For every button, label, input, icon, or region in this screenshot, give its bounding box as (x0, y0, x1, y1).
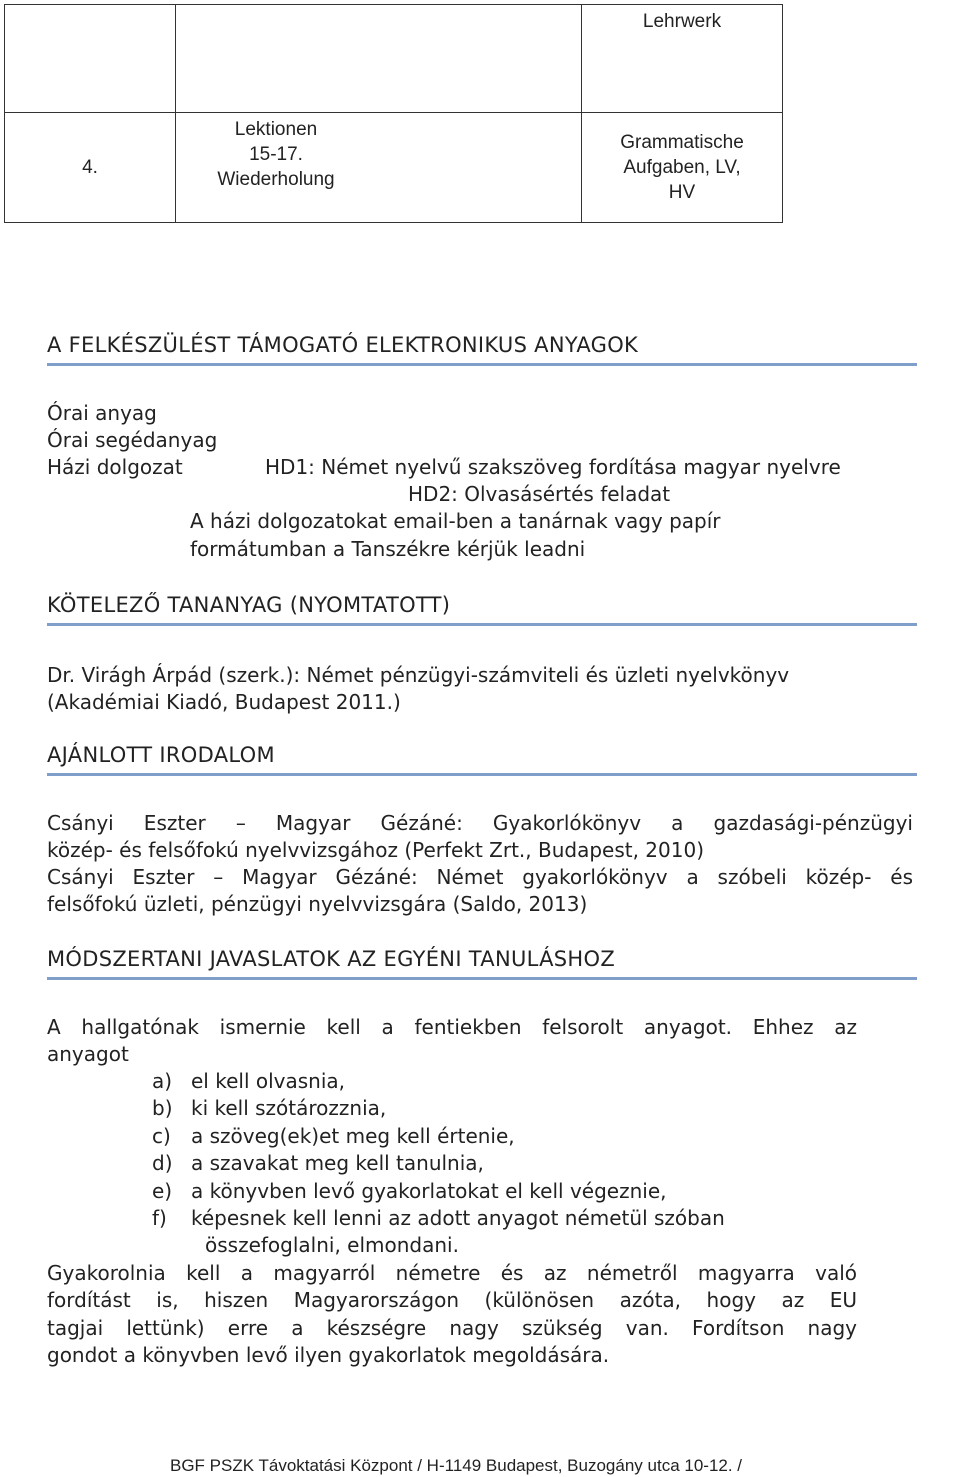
text-line: formátumban a Tanszékre kérjük leadni (190, 537, 586, 561)
list-marker: b) (152, 1096, 173, 1120)
homework-hd1: HD1: Német nyelvű szakszöveg fordítása magyar nyelvre (265, 455, 841, 479)
list-item: el kell olvasnia, (191, 1069, 346, 1093)
list-marker: a) (152, 1069, 173, 1093)
lessons-text: Lektionen 15-17. Wiederholung (217, 119, 335, 190)
text-line: Csányi Eszter – Magyar Gézáné: Német gyakorlókönyv a szóbeli közép- és (47, 865, 913, 889)
table-header-lehrwerk: Lehrwerk (582, 5, 783, 113)
table-cell-lessons (176, 113, 582, 223)
list-item: a szavakat meg kell tanulnia, (191, 1151, 484, 1175)
text-line: tagjai lettünk) erre a készségre nagy szükség van. Fordítson nagy (47, 1316, 857, 1340)
list-marker: f) (152, 1206, 167, 1230)
text-line: felsőfokú üzleti, pénzügyi nyelvvizsgára (Saldo, 2013) (47, 892, 588, 916)
table-cell-tasks: Grammatische Aufgaben, LV, HV (582, 113, 783, 223)
homework-hd2: HD2: Olvasásértés feladat (408, 482, 671, 506)
list-marker: c) (152, 1124, 171, 1148)
table-cell-number: 4. (5, 113, 176, 223)
text-line: fordítást is, hiszen Magyarországon (különösen azóta, hogy az EU (47, 1288, 857, 1312)
page-footer: BGF PSZK Távoktatási Központ / H-1149 Budapest, Buzogány utca 10-12. / (170, 1456, 743, 1475)
list-item: a szöveg(ek)et meg kell értenie, (191, 1124, 515, 1148)
text-line: gondot a könyvben levő ilyen gyakorlatok megoldására. (47, 1343, 610, 1367)
section-title-recommended: AJÁNLOTT IRODALOM (47, 743, 917, 776)
section-title-materials: A FELKÉSZÜLÉST TÁMOGATÓ ELEKTRONIKUS ANYAGOK (47, 333, 917, 366)
schedule-table (4, 4, 783, 223)
text-line: Dr. Virágh Árpád (szerk.): Német pénzügyi-számviteli és üzleti nyelvkönyv (47, 663, 790, 687)
list-marker: d) (152, 1151, 173, 1175)
list-item: ki kell szótározznia, (191, 1096, 387, 1120)
text-line: Csányi Eszter – Magyar Gézáné: Gyakorlókönyv a gazdasági-pénzügyi (47, 811, 913, 835)
text-line: közép- és felsőfokú nyelvvizsgához (Perfekt Zrt., Budapest, 2010) (47, 838, 705, 862)
list-item-continuation: összefoglalni, elmondani. (205, 1233, 459, 1257)
text-line: (Akadémiai Kiadó, Budapest 2011.) (47, 690, 401, 714)
text-line: anyagot (47, 1042, 129, 1066)
homework-label: Házi dolgozat (47, 455, 183, 479)
text-line: A hallgatónak ismernie kell a fentiekben felsorolt anyagot. Ehhez az (47, 1015, 857, 1039)
list-item: a könyvben levő gyakorlatokat el kell végeznie, (191, 1179, 667, 1203)
text-line: Órai anyag (47, 401, 157, 425)
text-line: A házi dolgozatokat email-ben a tanárnak vagy papír (190, 509, 721, 533)
table-cell-empty (176, 5, 582, 113)
section-title-required: KÖTELEZŐ TANANYAG (NYOMTATOTT) (47, 593, 917, 626)
text-line: Órai segédanyag (47, 428, 218, 452)
section-title-methods: MÓDSZERTANI JAVASLATOK AZ EGYÉNI TANULÁSHOZ (47, 947, 917, 980)
table-cell-empty (5, 5, 176, 113)
list-item: képesnek kell lenni az adott anyagot németül szóban (191, 1206, 725, 1230)
list-marker: e) (152, 1179, 173, 1203)
text-line: Gyakorolnia kell a magyarról németre és az németről magyarra való (47, 1261, 857, 1285)
